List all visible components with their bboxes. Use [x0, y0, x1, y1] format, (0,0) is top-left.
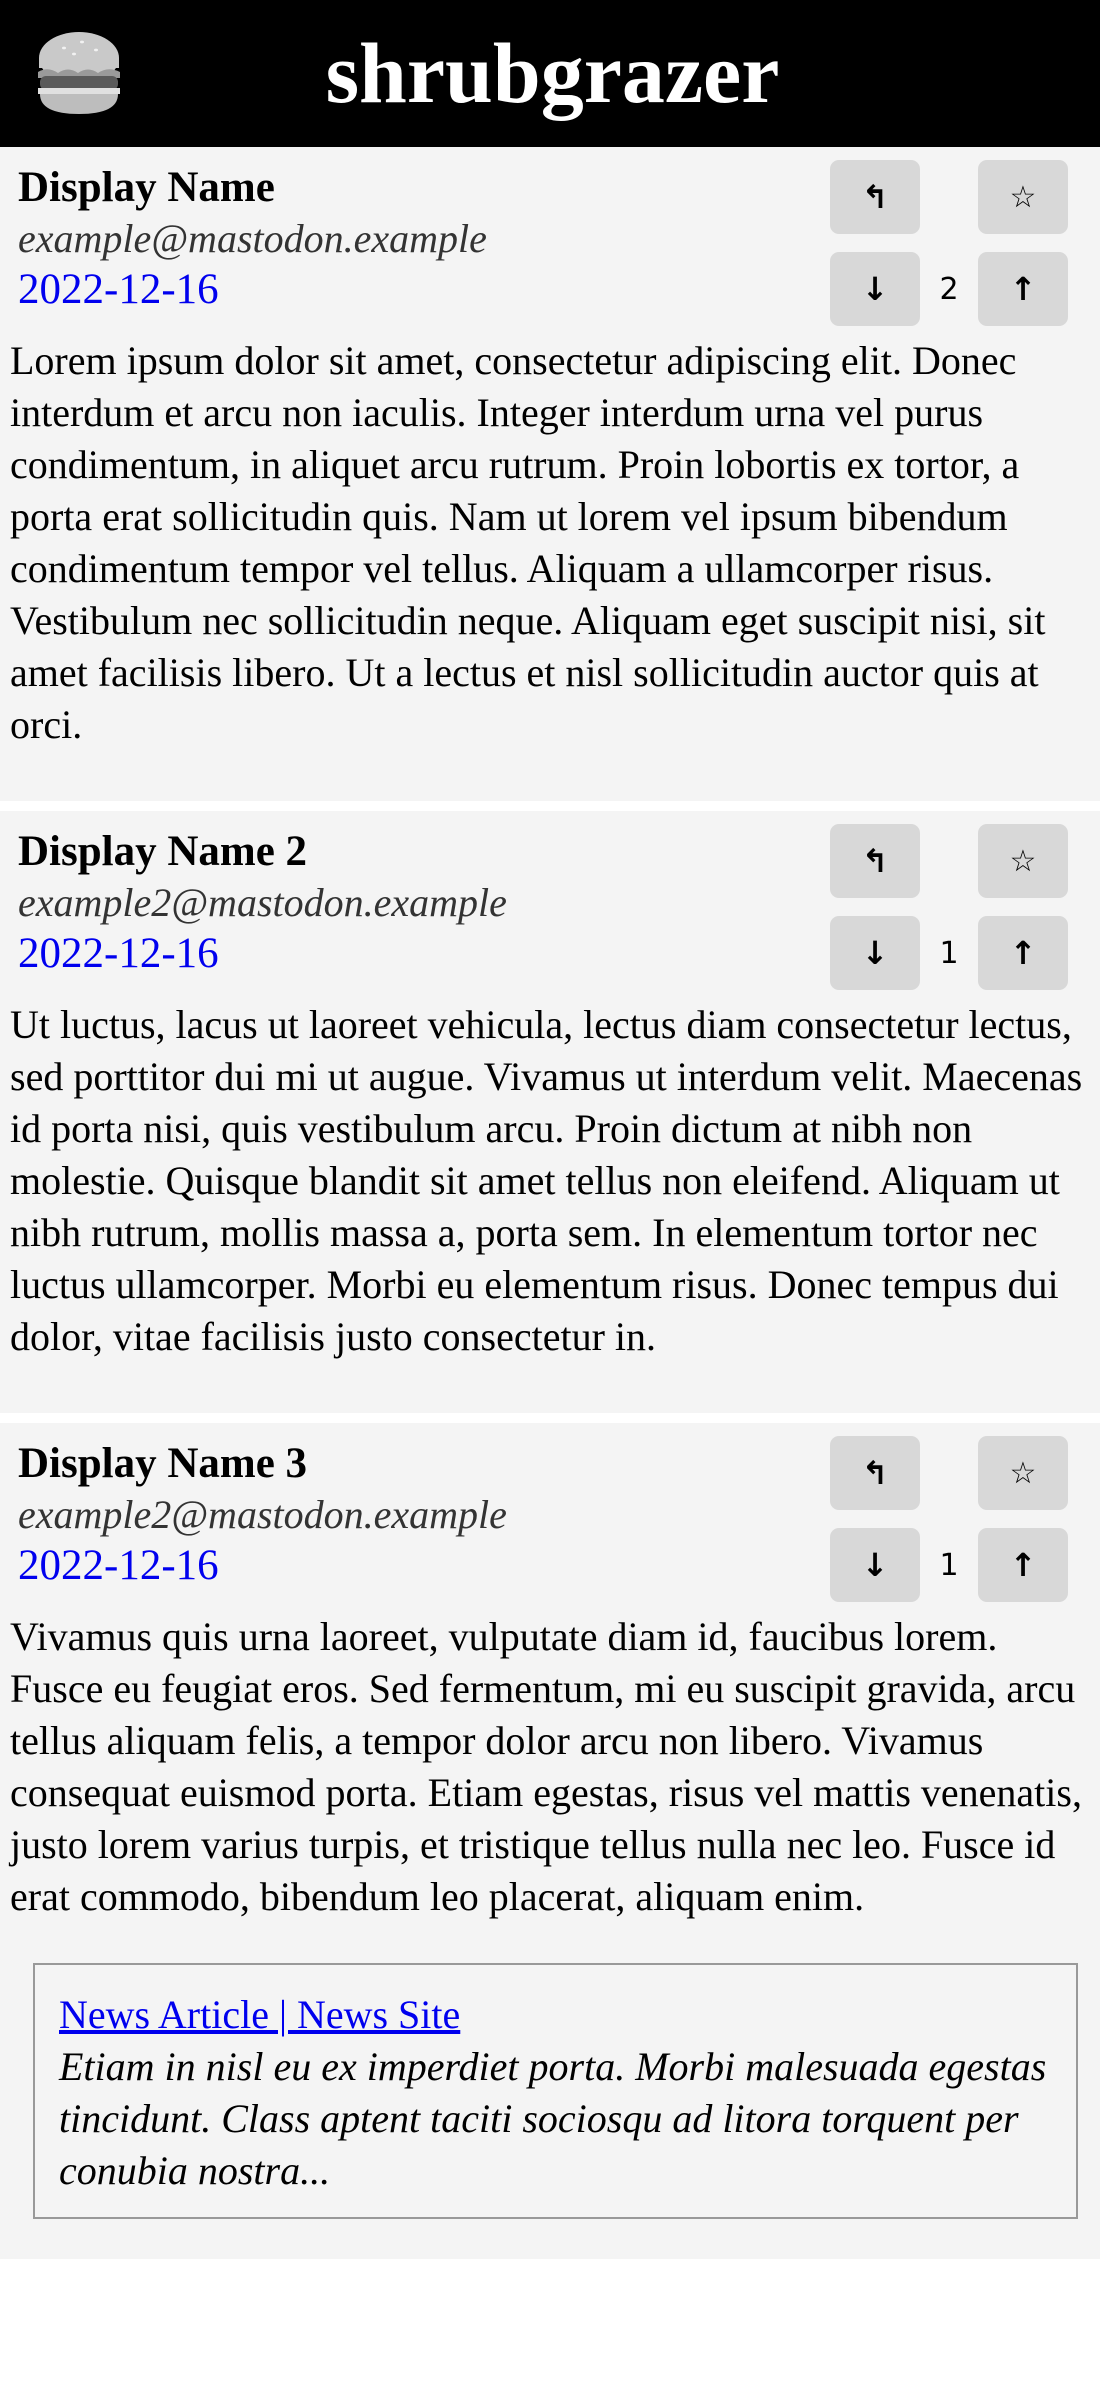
post-handle: example@mastodon.example: [18, 216, 487, 261]
post-footer-spacer: [10, 2219, 1088, 2259]
post-display-name[interactable]: Display Name 2: [18, 828, 308, 875]
post-display-name[interactable]: Display Name 3: [18, 1440, 308, 1487]
post: [0, 811, 1100, 1413]
favorite-button[interactable]: ☆: [978, 824, 1068, 898]
downvote-button[interactable]: ↓: [830, 916, 920, 990]
reply-button[interactable]: ↰: [830, 1436, 920, 1510]
vote-score: 1: [939, 935, 959, 971]
reply-button[interactable]: ↰: [830, 824, 920, 898]
vote-score: 2: [939, 271, 959, 307]
post-date-link[interactable]: 2022-12-16: [18, 930, 219, 977]
downvote-button[interactable]: ↓: [830, 1528, 920, 1602]
post-handle: example2@mastodon.example: [18, 1492, 507, 1537]
post-date-link[interactable]: 2022-12-16: [18, 1542, 219, 1589]
link-card-title[interactable]: News Article | News Site: [59, 1992, 461, 2037]
downvote-button[interactable]: ↓: [830, 252, 920, 326]
upvote-button[interactable]: ↑: [978, 252, 1068, 326]
post-meta: [10, 1423, 1088, 1611]
upvote-button[interactable]: ↑: [978, 916, 1068, 990]
post: [0, 1423, 1100, 2259]
link-card-description: Etiam in nisl eu ex imperdiet porta. Morbi malesuada egestas tincidunt. Class aptent taciti sociosqu ad litora torquent per conubia nostra...: [59, 2044, 1047, 2193]
vote-score: 1: [939, 1547, 959, 1583]
post-body: Ut luctus, lacus ut laoreet vehicula, lectus diam consectetur lectus, sed porttitor dui mi ut augue. Vivamus ut interdum velit. Maecenas id porta nisi, quis vestibulum arcu. Proin dictum at nibh non molestie. Quisque blandit sit amet tellus non eleifend. Aliquam ut nibh rutrum, mollis massa a, porta sem. In elementum tortor nec luctus ullamcorper. Morbi eu elementum risus. Donec tempus dui dolor, vitae facilisis justo consectetur in.: [10, 1002, 1083, 1359]
post-display-name[interactable]: Display Name: [18, 164, 275, 211]
site-title: shrubgrazer: [325, 25, 780, 121]
post-body: Vivamus quis urna laoreet, vulputate diam id, faucibus lorem. Fusce eu feugiat eros. Sed fermentum, mi eu suscipit gravida, arcu tellus aliquam felis, a tempor dolor arcu non libero. Vivamus consequat euismod porta. Etiam egestas, risus vel mattis venenatis, justo lorem varius turpis, et tristique tellus nulla nec leo. Fusce id erat commodo, bibendum leo placerat, aliquam enim.: [10, 1614, 1082, 1919]
post-date-link[interactable]: 2022-12-16: [18, 266, 219, 313]
favorite-button[interactable]: ☆: [978, 1436, 1068, 1510]
link-preview-card[interactable]: [33, 1963, 1078, 2219]
post-meta: [10, 811, 1088, 999]
post: [0, 147, 1100, 801]
reply-button[interactable]: ↰: [830, 160, 920, 234]
post-body: Lorem ipsum dolor sit amet, consectetur adipiscing elit. Donec interdum et arcu non iaculis. Integer interdum urna vel purus condimentum, in aliquet arcu rutrum. Proin lobortis ex tortor, a porta erat sollicitudin quis. Nam ut lorem vel ipsum bibendum condimentum tempor vel tellus. Aliquam a ullamcorper risus. Vestibulum nec sollicitudin neque. Aliquam eget suscipit nisi, sit amet facilisis libero. Ut a lectus et nisl sollicitudin auctor quis at orci.: [10, 338, 1046, 747]
favorite-button[interactable]: ☆: [978, 160, 1068, 234]
post-handle: example2@mastodon.example: [18, 880, 507, 925]
post-meta: [10, 147, 1088, 335]
site-header: [0, 0, 1100, 147]
upvote-button[interactable]: ↑: [978, 1528, 1068, 1602]
